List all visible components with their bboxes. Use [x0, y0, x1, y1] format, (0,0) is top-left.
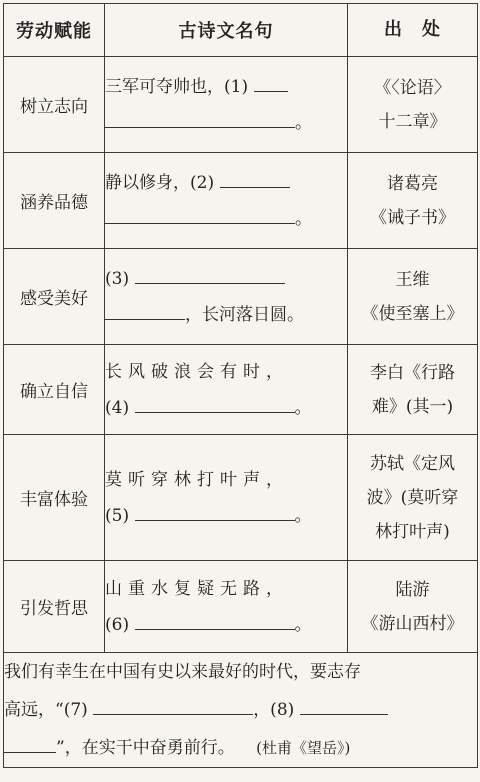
answer-blank-7[interactable] [93, 692, 253, 715]
row-theme: 树立志向 [4, 57, 105, 153]
answer-blank-4[interactable] [135, 390, 295, 413]
row-poem [105, 153, 348, 249]
row-poem [105, 249, 348, 345]
poem-line-end: 。 [295, 112, 312, 133]
source-line: 诸葛亮 [387, 173, 438, 194]
row-poem [105, 435, 348, 561]
source-line: 《游山西村》 [361, 613, 464, 634]
footer-source: (杜甫《望岳》) [256, 739, 351, 757]
table-row [4, 561, 478, 653]
answer-blank-3b[interactable] [105, 297, 185, 320]
row-poem [105, 57, 348, 153]
source-line: 《〈论语〉 [374, 77, 451, 98]
table-row [4, 345, 478, 435]
poem-line-end: ，长河落日圆。 [185, 304, 304, 325]
footer-paragraph [4, 653, 478, 768]
source-line: 李白《行路 [370, 362, 455, 383]
poem-line-start: (5) [105, 505, 130, 526]
row-source [348, 561, 478, 653]
source-line: 十二章》 [378, 111, 447, 132]
row-source [348, 57, 478, 153]
row-source [348, 153, 478, 249]
poem-line: (3) [105, 268, 130, 289]
table-row [4, 435, 478, 561]
footer-text: ，(8) [253, 700, 295, 720]
poem-line: 山重水复疑无路， [105, 578, 289, 599]
poem-line-end: 。 [294, 614, 312, 635]
source-line: 林打叶声) [375, 521, 450, 542]
poem-line-end: 。 [294, 397, 312, 418]
answer-blank-1a[interactable] [254, 69, 288, 92]
footer-text: 高远，“(7) [4, 700, 88, 720]
row-theme: 确立自信 [4, 345, 105, 435]
poem-line: 莫听穿林打叶声， [105, 469, 289, 490]
source-line: 《使至塞上》 [361, 303, 464, 324]
row-source [348, 435, 478, 561]
poem-line-end: 。 [295, 208, 312, 229]
row-source [348, 249, 478, 345]
table-footer-row [4, 653, 478, 768]
answer-blank-2a[interactable] [220, 165, 290, 188]
row-source [348, 345, 478, 435]
row-poem [105, 345, 348, 435]
source-line: 波》(莫听穿 [366, 487, 459, 508]
answer-blank-8b[interactable] [4, 730, 56, 753]
table-row [4, 57, 478, 153]
source-line: 陆游 [395, 579, 430, 600]
table-row [4, 153, 478, 249]
source-line: 王维 [395, 269, 430, 290]
row-poem [105, 561, 348, 653]
answer-blank-3a[interactable] [135, 261, 285, 284]
answer-blank-2b[interactable] [105, 201, 295, 224]
answer-blank-8a[interactable] [300, 692, 388, 715]
table-row [4, 249, 478, 345]
source-line: 难》(其一) [371, 396, 454, 417]
table-header-row [4, 4, 478, 57]
footer-line: 我们有幸生在中国有史以来最好的时代，要志存 [4, 662, 361, 682]
answer-blank-5[interactable] [135, 498, 295, 521]
row-theme: 丰富体验 [4, 435, 105, 561]
poem-line: 静以修身，(2) [105, 172, 215, 193]
poem-line-end: 。 [294, 505, 312, 526]
poem-line-start: (6) [105, 614, 130, 635]
row-theme: 涵养品德 [4, 153, 105, 249]
row-theme: 引发哲思 [4, 561, 105, 653]
footer-text: ”，在实干中奋勇前行。 [56, 738, 235, 758]
poem-line-start: (4) [105, 397, 130, 418]
answer-blank-6[interactable] [135, 607, 295, 630]
poem-table [3, 3, 478, 768]
header-theme: 劳动赋能 [4, 4, 105, 57]
header-poem: 古诗文名句 [105, 4, 348, 57]
answer-blank-1b[interactable] [105, 105, 295, 128]
source-line: 《诫子书》 [370, 207, 455, 228]
poem-line: 长风破浪会有时， [105, 361, 289, 382]
poem-line: 三军可夺帅也，(1) [105, 76, 249, 97]
header-source: 出 处 [348, 4, 478, 57]
source-line: 苏轼《定风 [370, 453, 455, 474]
row-theme: 感受美好 [4, 249, 105, 345]
